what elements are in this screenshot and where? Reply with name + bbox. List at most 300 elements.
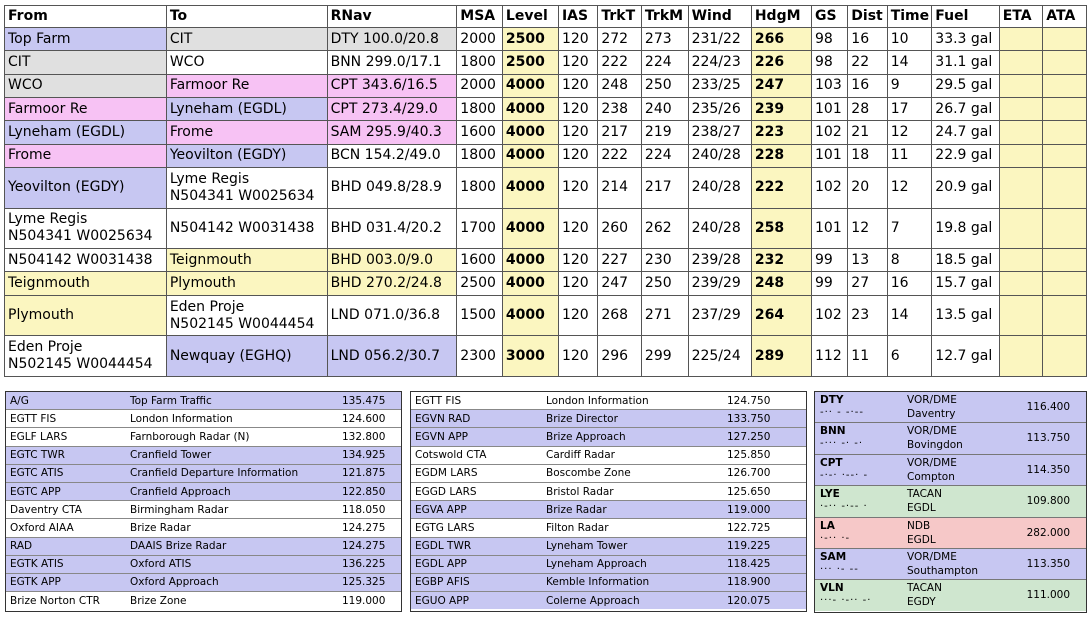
frequency-freq: 125.650 (723, 482, 806, 500)
to-cell (166, 144, 327, 167)
time-cell: 16 (887, 272, 932, 295)
navaid-ident: LA (820, 519, 835, 532)
level-cell: 4000 (502, 144, 558, 167)
frequency-name: Farnborough Radar (N) (126, 428, 338, 446)
from-cell (5, 51, 167, 74)
distance-cell: 16 (848, 28, 887, 51)
rnav-cell: SAM 295.9/40.3 (327, 121, 457, 144)
track-mag-cell: 250 (641, 272, 688, 295)
ata-cell[interactable] (1043, 28, 1087, 51)
navaid-row (815, 549, 1086, 580)
from-cell (5, 167, 167, 208)
groundspeed-cell: 103 (812, 74, 848, 97)
level-cell: 2500 (502, 28, 558, 51)
col-header: To (166, 6, 327, 28)
distance-cell: 13 (848, 249, 887, 272)
col-header: Wind (688, 6, 751, 28)
track-true-cell: 247 (598, 272, 642, 295)
wind-cell: 231/22 (688, 28, 751, 51)
to-cell-line: WCO (169, 53, 205, 70)
groundspeed-cell: 99 (812, 249, 848, 272)
track-true-cell: 222 (598, 144, 642, 167)
col-header: IAS (558, 6, 597, 28)
frequency-code: EGGD LARS (411, 482, 542, 500)
from-cell-line: Frome (8, 147, 52, 164)
frequency-code: EGTC TWR (6, 446, 126, 464)
frequency-name: London Information (542, 392, 723, 410)
frequency-code: EGTT FIS (6, 410, 126, 428)
navaid-name: EGDY (907, 596, 936, 609)
col-header: TrkM (641, 6, 688, 28)
fuel-cell: 20.9 gal (932, 167, 999, 208)
col-header: RNav (327, 6, 457, 28)
from-cell-line: Plymouth (8, 307, 75, 324)
frequency-name: Kemble Information (542, 573, 723, 591)
fuel-cell: 33.3 gal (932, 28, 999, 51)
frequency-row (6, 555, 401, 573)
frequency-code: Brize Norton CTR (10, 594, 100, 607)
frequency-name: Bristol Radar (542, 482, 723, 500)
heading-cell: 222 (751, 167, 811, 208)
ata-cell[interactable] (1043, 272, 1087, 295)
wind-cell: 224/23 (688, 51, 751, 74)
heading-cell: 239 (751, 97, 811, 120)
from-cell (5, 144, 167, 167)
leg-row (5, 121, 1087, 144)
eta-cell[interactable] (999, 249, 1043, 272)
msa-cell: 1800 (457, 51, 503, 74)
track-mag-cell: 240 (641, 97, 688, 120)
heading-cell: 232 (751, 249, 811, 272)
groundspeed-cell: 98 (812, 51, 848, 74)
to-cell (166, 74, 327, 97)
track-true-cell: 260 (598, 208, 642, 249)
rnav-cell: BHD 270.2/24.8 (327, 272, 457, 295)
track-mag-cell: 250 (641, 74, 688, 97)
frequency-row (411, 482, 806, 500)
eta-cell[interactable] (999, 144, 1043, 167)
level-cell: 4000 (502, 74, 558, 97)
track-mag-cell: 219 (641, 121, 688, 144)
msa-cell: 1800 (457, 97, 503, 120)
fuel-cell: 24.7 gal (932, 121, 999, 144)
leg-row (5, 28, 1087, 51)
navaid-name: EGDL (907, 533, 936, 546)
from-cell-line: Lyneham (EGDL) (8, 123, 126, 140)
frequency-row (6, 482, 401, 500)
leg-row (5, 74, 1087, 97)
frequency-row (411, 519, 806, 537)
navaid-ident: SAM (820, 551, 847, 563)
frequency-code: EGTC APP (6, 482, 126, 500)
frequency-row (6, 464, 401, 482)
groundspeed-cell: 101 (812, 208, 848, 249)
to-cell (166, 208, 327, 249)
ias-cell: 120 (558, 28, 597, 51)
frequency-freq: 119.000 (342, 594, 386, 607)
ata-cell[interactable] (1043, 208, 1087, 249)
heading-cell: 226 (751, 51, 811, 74)
distance-cell: 12 (848, 208, 887, 249)
frequency-code: EGVA APP (411, 501, 542, 519)
frequency-code: EGTT FIS (411, 392, 542, 410)
time-cell: 8 (887, 249, 932, 272)
navaid-morse: ···- ·-·· -· (820, 595, 872, 607)
distance-cell: 16 (848, 74, 887, 97)
to-cell (166, 28, 327, 51)
from-cell-line: N504142 W0031438 (8, 251, 153, 268)
frequency-code: EGTC ATIS (6, 464, 126, 482)
navaid-ident: CPT (820, 456, 843, 469)
ata-cell[interactable] (1043, 51, 1087, 74)
wind-cell: 238/27 (688, 121, 751, 144)
level-cell: 4000 (502, 295, 558, 336)
track-mag-cell: 271 (641, 295, 688, 336)
frequency-freq: 124.750 (723, 392, 806, 410)
navaid-name: Southampton (907, 565, 979, 577)
msa-cell: 1800 (457, 144, 503, 167)
distance-cell: 20 (848, 167, 887, 208)
frequency-row (6, 573, 401, 591)
to-cell-line: Teignmouth (169, 251, 252, 268)
col-header: ETA (999, 6, 1043, 28)
eta-cell[interactable] (999, 121, 1043, 144)
frequency-freq: 136.225 (338, 555, 401, 573)
col-header: MSA (457, 6, 503, 28)
route-table (4, 5, 1087, 377)
heading-cell: 289 (751, 336, 811, 377)
eta-cell[interactable] (999, 272, 1043, 295)
frequency-row (411, 555, 806, 573)
frequency-name: Brize Director (542, 410, 723, 428)
frequency-row (411, 573, 806, 591)
time-cell: 10 (887, 28, 932, 51)
to-cell-line: CIT (169, 30, 193, 47)
time-cell: 6 (887, 336, 932, 377)
leg-row (5, 167, 1087, 208)
navaid-frequency: 111.000 (1026, 589, 1070, 602)
ata-cell[interactable] (1043, 97, 1087, 120)
level-cell: 2500 (502, 51, 558, 74)
to-cell (166, 97, 327, 120)
ias-cell: 120 (558, 295, 597, 336)
leg-row (5, 272, 1087, 295)
navaid-frequency: 113.350 (1026, 558, 1070, 570)
heading-cell: 258 (751, 208, 811, 249)
wind-cell: 237/29 (688, 295, 751, 336)
leg-row (5, 51, 1087, 74)
eta-cell[interactable] (999, 28, 1043, 51)
from-cell (5, 336, 167, 377)
rnav-cell: BCN 154.2/49.0 (327, 144, 457, 167)
ata-cell[interactable] (1043, 144, 1087, 167)
frequency-code: Cotswold CTA (411, 446, 542, 464)
ias-cell: 120 (558, 121, 597, 144)
col-header: Level (502, 6, 558, 28)
track-true-cell: 217 (598, 121, 642, 144)
navaid-morse: -·· - -·-- (820, 407, 864, 418)
ias-cell: 120 (558, 167, 597, 208)
track-mag-cell: 224 (641, 51, 688, 74)
level-cell: 4000 (502, 249, 558, 272)
to-cell-line: Lyneham (EGDL) (169, 100, 287, 117)
frequency-name: Lyneham Tower (542, 537, 723, 555)
level-cell: 3000 (502, 336, 558, 377)
level-cell: 4000 (502, 97, 558, 120)
frequency-code: EGUO APP (411, 592, 542, 610)
from-cell-line: Eden Proje (8, 339, 83, 356)
frequency-name: Cranfield Approach (126, 482, 338, 500)
leg-row (5, 249, 1087, 272)
distance-cell: 23 (848, 295, 887, 336)
to-cell (166, 295, 327, 336)
navaid-row (815, 486, 1086, 517)
from-cell-line: N504341 W0025634 (8, 228, 153, 245)
frequency-freq: 121.875 (338, 464, 401, 482)
track-mag-cell: 230 (641, 249, 688, 272)
frequency-freq: 118.050 (338, 501, 401, 519)
fuel-cell: 29.5 gal (932, 74, 999, 97)
frequency-row (411, 392, 806, 410)
frequency-code: EGVN RAD (411, 410, 542, 428)
frequency-code: EGDL APP (411, 555, 542, 573)
navaid-type: TACAN (907, 488, 942, 501)
frequency-freq: 119.225 (723, 537, 806, 555)
ata-cell[interactable] (1043, 167, 1087, 208)
navaid-ident: DTY (820, 394, 844, 406)
eta-cell[interactable] (999, 74, 1043, 97)
frequency-freq: 124.275 (338, 537, 401, 555)
ata-cell[interactable] (1043, 74, 1087, 97)
level-cell: 4000 (502, 121, 558, 144)
ias-cell: 120 (558, 97, 597, 120)
frequency-code: EGBP AFIS (411, 573, 542, 591)
frequency-name: Cranfield Departure Information (126, 464, 338, 482)
fuel-cell: 19.8 gal (932, 208, 999, 249)
col-header: HdgM (751, 6, 811, 28)
frequency-name: Brize Radar (542, 501, 723, 519)
track-mag-cell: 273 (641, 28, 688, 51)
to-cell (166, 336, 327, 377)
distance-cell: 22 (848, 51, 887, 74)
wind-cell: 235/26 (688, 97, 751, 120)
navaid-type: VOR/DME (907, 394, 957, 406)
frequency-row (6, 428, 401, 446)
navaid-row (815, 423, 1086, 454)
track-true-cell: 296 (598, 336, 642, 377)
frequency-code: Oxford AIAA (6, 519, 126, 537)
msa-cell: 1800 (457, 167, 503, 208)
eta-cell[interactable] (999, 336, 1043, 377)
frequency-row (411, 446, 806, 464)
groundspeed-cell: 101 (812, 97, 848, 120)
frequency-row (411, 592, 806, 610)
ata-cell[interactable] (1043, 336, 1087, 377)
wind-cell: 240/28 (688, 208, 751, 249)
frequency-name: DAAIS Brize Radar (126, 537, 338, 555)
navaid-type: NDB (907, 519, 931, 532)
msa-cell: 2500 (457, 272, 503, 295)
col-header: From (5, 6, 167, 28)
col-header: Time (887, 6, 932, 28)
ias-cell: 120 (558, 144, 597, 167)
frequency-name: Brize Zone (130, 594, 187, 607)
frequency-name: Birmingham Radar (126, 501, 338, 519)
from-cell-line: Teignmouth (8, 275, 90, 292)
track-true-cell: 214 (598, 167, 642, 208)
frequency-freq: 122.850 (338, 482, 401, 500)
frequency-row (411, 428, 806, 446)
fuel-cell: 26.7 gal (932, 97, 999, 120)
frequency-freq: 124.600 (338, 410, 401, 428)
frequency-code: EGDM LARS (411, 464, 542, 482)
from-cell-line: Farmoor Re (8, 100, 88, 117)
ata-cell[interactable] (1043, 295, 1087, 336)
ata-cell[interactable] (1043, 121, 1087, 144)
to-cell (166, 249, 327, 272)
rnav-cell: LND 056.2/30.7 (327, 336, 457, 377)
track-mag-cell: 217 (641, 167, 688, 208)
from-cell-line: Yeovilton (EGDY) (8, 179, 125, 196)
navaid-type: VOR/DME (907, 551, 957, 563)
groundspeed-cell: 99 (812, 272, 848, 295)
navaid-ident: LYE (820, 488, 840, 501)
navaid-name: EGDL (907, 502, 936, 515)
to-cell (166, 121, 327, 144)
msa-cell: 2300 (457, 336, 503, 377)
fuel-cell: 12.7 gal (932, 336, 999, 377)
navaid-row (815, 580, 1086, 610)
navaid-list (814, 391, 1087, 613)
leg-row (5, 144, 1087, 167)
track-mag-cell: 299 (641, 336, 688, 377)
frequency-name: Brize Approach (542, 428, 723, 446)
eta-cell[interactable] (999, 51, 1043, 74)
groundspeed-cell: 112 (812, 336, 848, 377)
frequency-row (6, 519, 401, 537)
to-cell-line: Newquay (EGHQ) (169, 347, 292, 364)
ias-cell: 120 (558, 208, 597, 249)
frequency-name: Oxford Approach (126, 573, 338, 591)
eta-cell[interactable] (999, 208, 1043, 249)
frequency-row (411, 464, 806, 482)
frequency-code: EGTK APP (6, 573, 126, 591)
msa-cell: 1700 (457, 208, 503, 249)
frequency-freq: 125.850 (723, 446, 806, 464)
col-header: TrkT (598, 6, 642, 28)
ias-cell: 120 (558, 51, 597, 74)
fuel-cell: 13.5 gal (932, 295, 999, 336)
navaid-name: Bovingdon (907, 439, 963, 452)
time-cell: 12 (887, 167, 932, 208)
navaid-row (815, 455, 1086, 486)
fuel-cell: 22.9 gal (932, 144, 999, 167)
frequency-freq: 125.325 (338, 573, 401, 591)
groundspeed-cell: 101 (812, 144, 848, 167)
frequency-code: EGVN APP (411, 428, 542, 446)
eta-cell[interactable] (999, 97, 1043, 120)
to-cell-line: Farmoor Re (169, 77, 250, 94)
heading-cell: 248 (751, 272, 811, 295)
to-cell-line: Lyme Regis (169, 170, 250, 187)
navaid-name: Daventry (907, 408, 956, 420)
rnav-cell: BHD 003.0/9.0 (327, 249, 457, 272)
time-cell: 7 (887, 208, 932, 249)
level-cell: 4000 (502, 272, 558, 295)
frequency-freq: 127.250 (723, 428, 806, 446)
frequency-name: Boscombe Zone (542, 464, 723, 482)
groundspeed-cell: 102 (812, 295, 848, 336)
frequency-freq: 124.275 (338, 519, 401, 537)
navaid-frequency: 116.400 (1026, 401, 1070, 413)
navaid-name: Compton (907, 470, 955, 483)
level-cell: 4000 (502, 208, 558, 249)
route-body (5, 28, 1087, 377)
from-cell-line: WCO (8, 77, 43, 94)
frequency-name: Cranfield Tower (126, 446, 338, 464)
from-cell (5, 28, 167, 51)
track-true-cell: 248 (598, 74, 642, 97)
groundspeed-cell: 98 (812, 28, 848, 51)
eta-cell[interactable] (999, 167, 1043, 208)
rnav-cell: DTY 100.0/20.8 (327, 28, 457, 51)
frequency-name: Oxford ATIS (126, 555, 338, 573)
track-true-cell: 227 (598, 249, 642, 272)
frequency-freq: 120.075 (723, 592, 806, 610)
ata-cell[interactable] (1043, 249, 1087, 272)
frequency-code: Daventry CTA (6, 501, 126, 519)
rnav-cell: CPT 343.6/16.5 (327, 74, 457, 97)
navaid-frequency: 282.000 (1026, 526, 1070, 539)
from-cell (5, 208, 167, 249)
frequency-name: Brize Radar (126, 519, 338, 537)
from-cell (5, 249, 167, 272)
leg-row (5, 295, 1087, 336)
level-cell: 4000 (502, 167, 558, 208)
leg-row (5, 208, 1087, 249)
frequency-row (6, 410, 401, 428)
to-cell-line: N504341 W0025634 (169, 187, 315, 204)
msa-cell: 1600 (457, 121, 503, 144)
from-cell (5, 74, 167, 97)
frequency-name: Top Farm Traffic (126, 392, 338, 410)
track-true-cell: 268 (598, 295, 642, 336)
distance-cell: 18 (848, 144, 887, 167)
wind-cell: 239/29 (688, 272, 751, 295)
time-cell: 12 (887, 121, 932, 144)
frequency-name: London Information (126, 410, 338, 428)
frequency-row (411, 410, 806, 428)
wind-cell: 239/28 (688, 249, 751, 272)
from-cell-line: CIT (8, 53, 31, 70)
frequency-list-middle (410, 391, 807, 612)
frequency-name: Lyneham Approach (542, 555, 723, 573)
frequency-freq: 132.800 (338, 428, 401, 446)
to-cell-line: N504142 W0031438 (169, 219, 315, 236)
frequency-name: Filton Radar (542, 519, 723, 537)
frequency-row (6, 446, 401, 464)
navaid-frequency: 109.800 (1026, 495, 1070, 508)
fuel-cell: 15.7 gal (932, 272, 999, 295)
navaid-row (815, 392, 1086, 423)
eta-cell[interactable] (999, 295, 1043, 336)
col-header: Dist (848, 6, 887, 28)
frequency-row (6, 537, 401, 555)
msa-cell: 1500 (457, 295, 503, 336)
frequency-freq: 119.000 (723, 501, 806, 519)
from-cell-line: Lyme Regis (8, 211, 88, 228)
heading-cell: 223 (751, 121, 811, 144)
